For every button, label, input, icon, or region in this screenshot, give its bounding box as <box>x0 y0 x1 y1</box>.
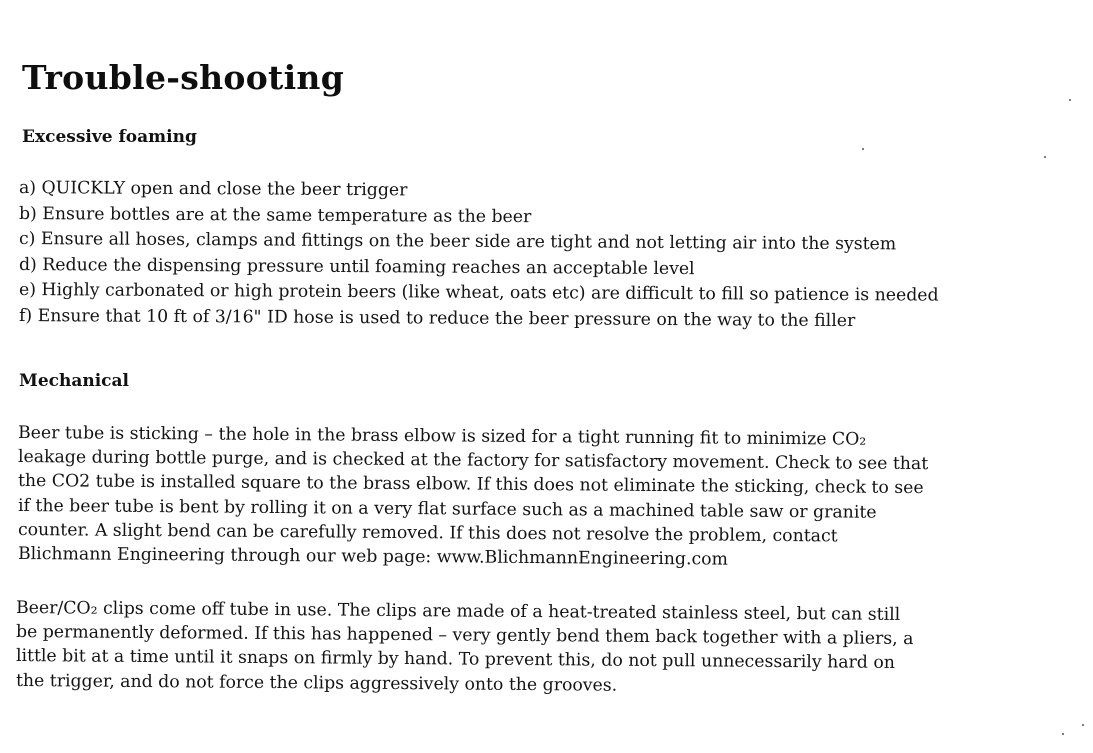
paragraph-line: little bit at a time until it snaps on firmly by hand. To prevent this, do not pull unnecessarily hard on <box>15 646 895 674</box>
paragraph-beer-tube-sticking <box>17 421 1088 570</box>
paragraph-line: leakage during bottle purge, and is checked at the factory for satisfactory movement. Check to see that <box>17 447 929 475</box>
list-item: c) Ensure all hoses, clamps and fittings on the beer side are tight and not letting air into the system <box>18 229 897 255</box>
paragraph-clips-come-off <box>15 596 1086 696</box>
list-item: a) QUICKLY open and close the beer trigger <box>18 178 408 201</box>
paragraph-line: be permanently deformed. If this has happened – very gently bend them back together with a pliers, a <box>15 622 914 650</box>
list-item: b) Ensure bottles are at the same temperature as the beer <box>18 203 532 227</box>
paragraph-line: if the beer tube is bent by rolling it on a very flat surface such as a machined table saw or granite <box>17 495 877 523</box>
scan-speck <box>1062 733 1064 735</box>
paragraph-line: the CO2 tube is installed square to the brass elbow. If this does not eliminate the sticking, check to see <box>17 471 924 499</box>
section-heading-excessive-foaming: Excessive foaming <box>22 127 197 147</box>
scan-speck <box>862 148 864 150</box>
paragraph-line: the trigger, and do not force the clips aggressively onto the grooves. <box>15 670 618 696</box>
list-item: d) Reduce the dispensing pressure until foaming reaches an acceptable level <box>18 254 695 279</box>
scan-speck <box>1082 724 1084 726</box>
paragraph-line: Beer tube is sticking – the hole in the brass elbow is sized for a tight running fit to minimize CO₂ <box>17 423 867 450</box>
paragraph-line: Blichmann Engineering through our web page: www.BlichmannEngineering.com <box>17 544 729 570</box>
foaming-remedies-list <box>19 176 1089 330</box>
page-title: Trouble-shooting <box>22 58 345 97</box>
scan-speck <box>1044 156 1046 158</box>
section-heading-mechanical: Mechanical <box>19 371 130 391</box>
scan-speck <box>1069 99 1071 101</box>
paragraph-line: counter. A slight bend can be carefully removed. If this does not resolve the problem, contact <box>17 519 838 547</box>
list-item: f) Ensure that 10 ft of 3/16" ID hose is used to reduce the beer pressure on the way to the filler <box>18 305 856 332</box>
list-item: e) Highly carbonated or high protein beers (like wheat, oats etc) are difficult to fill so patience is needed <box>18 280 939 306</box>
paragraph-line: Beer/CO₂ clips come off tube in use. The clips are made of a heat-treated stainless steel, but can still <box>15 598 901 625</box>
